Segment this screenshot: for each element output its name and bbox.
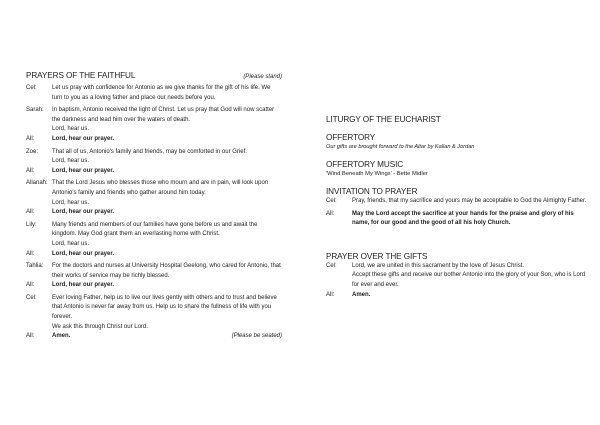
speaker: All: — [26, 282, 35, 289]
prayer-entry — [26, 250, 282, 260]
liturgy-section — [326, 114, 592, 300]
entry-line: Many friends and members of our families have gone before us and await the kingdom. May God grant them an everlasting home with Christ. — [52, 221, 258, 238]
entry-line: Lord, hear us. — [52, 126, 90, 133]
speaker: Cel: — [326, 262, 337, 269]
speaker: All: — [26, 250, 35, 257]
speaker: Cel: — [26, 294, 37, 301]
entry-text — [52, 262, 282, 281]
entry-text: Lord, hear our prayer. — [52, 135, 115, 142]
entry-text: Lord, hear our prayer. — [52, 250, 115, 257]
speaker: Cel: — [26, 85, 37, 91]
prayer-over-gifts-title: PRAYER OVER THE GIFTS — [326, 251, 428, 261]
invitation-cel — [326, 197, 592, 207]
invitation-all-text: May the Lord accept the sacrifice at your hands for the praise and glory of his name, for our good and the good of all his holy Church. — [352, 210, 574, 227]
entry-text — [52, 106, 282, 135]
prayer-entry — [26, 332, 282, 342]
prayer-entry — [26, 148, 282, 167]
speaker: Sarah: — [26, 107, 44, 114]
entry-line: For the doctors and nurses at University Hospital Geelong, who cared for Antonio, that their works of service may be richly blessed. — [52, 263, 281, 279]
entry-text — [52, 84, 282, 103]
gifts-cel — [326, 262, 592, 291]
entry-line: Lord, hear us. — [52, 240, 90, 247]
speaker: All: — [26, 167, 35, 174]
prayer-entry — [26, 167, 282, 177]
entry-line: Lord, hear us. — [52, 158, 90, 165]
entry-text: Lord, hear our prayer. — [52, 209, 115, 216]
entry-line: Let us pray with confidence for Antonio as we give thanks for the gift of his life. We turn to you as a loving father and place our needs before you. — [52, 85, 271, 101]
entry-line: In baptism, Antonio received the light of Christ. Let us pray that God will now scatter the darkness and lead him over the waters of death. — [52, 107, 275, 123]
entry-text: Lord, hear our prayer. — [52, 167, 115, 174]
prayer-entry — [26, 281, 282, 291]
speaker: Cel: — [326, 198, 337, 204]
entry-line: Lord, hear us. — [52, 199, 90, 206]
speaker: All: — [26, 135, 35, 142]
gifts-cel-line: Accept these gifts and receive our bother Antonio into the glory of your Son, who is Lord for ever and ever. — [352, 272, 586, 288]
offertory-music-text: 'Wind Beneath My Wings' - Bette Midler — [326, 171, 428, 177]
liturgy-title: LITURGY OF THE EUCHARIST — [326, 115, 441, 124]
entry-text — [52, 332, 282, 342]
prayer-entry — [26, 221, 282, 250]
entry-line: We ask this through Christ our Lord. — [52, 323, 148, 330]
entry-text — [52, 148, 282, 167]
prayer-entry — [26, 208, 282, 218]
prayer-entry — [26, 294, 282, 332]
entry-text — [52, 221, 282, 250]
invitation-cel-text: Pray, friends, that my sacrifice and yours may be acceptable to God the Almighty Father. — [352, 198, 587, 204]
speaker: Allanah: — [26, 180, 48, 187]
entry-text: Lord, hear our prayer. — [52, 282, 115, 289]
prayers-of-the-faithful-section — [26, 70, 282, 342]
gifts-cel-line: Lord, we are united in this sacrament by the love of Jesus Christ. — [352, 262, 525, 269]
speaker: All: — [26, 333, 35, 340]
speaker: All: — [26, 209, 35, 216]
entry-line: That the Lord Jesus who blesses those who mourn and are in pain, will look upon Antonio's family and friends who gather around him today. — [52, 180, 269, 196]
invitation-title: INVITATION TO PRAYER — [326, 187, 418, 196]
entry-text — [52, 179, 282, 208]
speaker: Zoe: — [26, 148, 39, 155]
gifts-all-text: Amen. — [352, 291, 371, 298]
entry-text — [52, 294, 282, 332]
seated-note: (Please be seated) — [231, 333, 282, 340]
speaker: All: — [326, 210, 335, 217]
speaker: Tahlia: — [26, 263, 44, 270]
offertory-music-title: OFFERTORY MUSIC — [326, 160, 404, 169]
speaker: Lily: — [26, 221, 37, 228]
entry-line: That all of us, Antonio's family and friends, may be comforted in our Grief. — [52, 148, 247, 155]
prayer-entry — [26, 262, 282, 281]
amen-text: Amen. — [52, 333, 71, 340]
section-title: PRAYERS OF THE FAITHFUL — [26, 71, 136, 80]
stand-note: (Please stand) — [243, 74, 282, 80]
prayer-entry — [26, 135, 282, 145]
prayer-entry — [26, 84, 282, 103]
offertory-title: OFFERTORY — [326, 133, 376, 142]
invitation-all — [326, 210, 592, 229]
offertory-text: Our gifts are brought forward to the Altar by Kallan & Jordan — [326, 144, 475, 150]
prayer-entry — [26, 179, 282, 208]
entry-line: Ever loving Father, help us to live our lives gently with others and to trust and believe that Antonio is never far away from us. Help us to share the fullness of life with you forever. — [52, 294, 277, 321]
prayer-entry — [26, 106, 282, 135]
speaker: All: — [326, 291, 335, 298]
gifts-all — [326, 291, 592, 301]
